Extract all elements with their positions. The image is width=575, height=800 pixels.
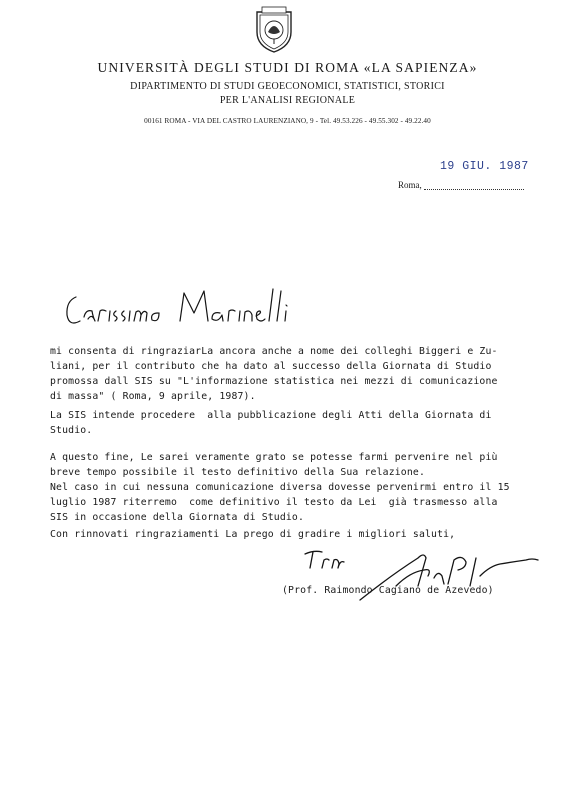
body-paragraph-1: mi consenta di ringraziarLa ancora anche a nome dei colleghi Biggeri e Zu- liani, per il contributo che ha dato al successo della Giornata di Studio promossa dall SIS su "L'informazione statistica nei mezzi di comunicazione di massa" ( Roma, 9 aprile, 1987). — [50, 346, 498, 402]
closing-line: Con rinnovati ringraziamenti La prego di gradire i migliori saluti, — [50, 529, 456, 540]
date-stamp: 19 GIU. 1987 — [440, 160, 529, 173]
body-paragraph-2: La SIS intende procedere alla pubblicazione degli Atti della Giornata di Studio. — [50, 410, 492, 436]
university-name: UNIVERSITÀ DEGLI STUDI DI ROMA «LA SAPIENZA» — [97, 60, 478, 75]
university-seal-icon — [253, 6, 295, 54]
date-dotted-line — [424, 189, 524, 190]
body-paragraph-3: A questo fine, Le sarei veramente grato se potesse farmi pervenire nel più breve tempo possibile il testo definitivo della Sua relazione. Nel caso in cui nessuna comunicazione diversa dovesse pervenirmi entro il 15 luglio 1987 riterremo come definitivo il testo da Lei già trasmesso alla SIS in occasione della Giornata di Studio. — [50, 452, 510, 523]
handwritten-salutation — [62, 283, 322, 333]
department-line-1: DIPARTIMENTO DI STUDI GEOECONOMICI, STATISTICI, STORICI — [130, 81, 445, 92]
place-label: Roma, — [398, 180, 422, 190]
address-line: 00161 ROMA - VIA DEL CASTRO LAURENZIANO, 9 - Tel. 49.53.226 - 49.55.302 - 49.22.40 — [144, 117, 431, 125]
signatory-name: (Prof. Raimondo Cagiano de Azevedo) — [282, 585, 494, 596]
department-line-2: PER L'ANALISI REGIONALE — [219, 95, 356, 106]
